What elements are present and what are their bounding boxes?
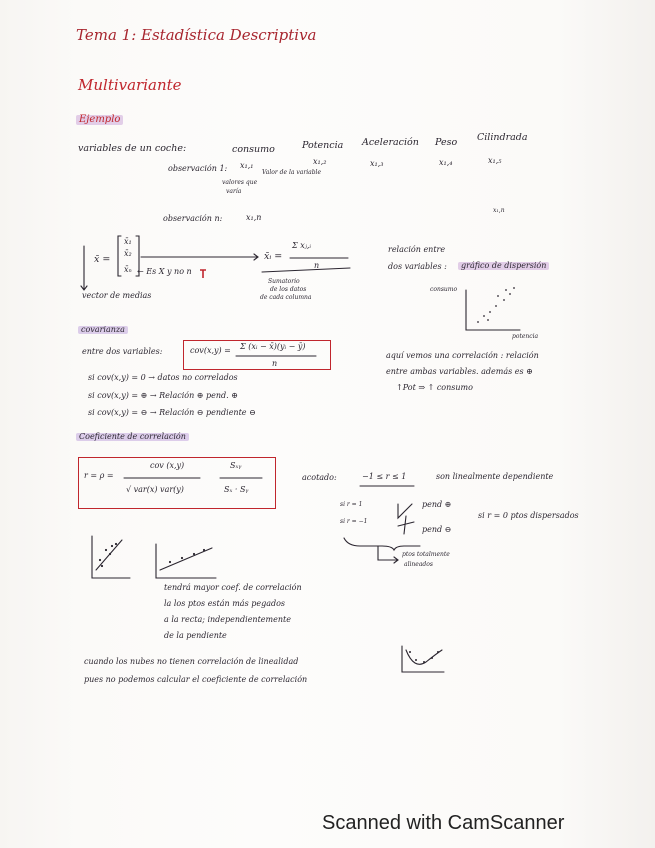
section-heading: Multivariante — [78, 76, 182, 94]
dispersion-line-2: dos variables : — [388, 262, 447, 271]
vector-eq: x̄ = — [94, 254, 111, 265]
ejemplo-label: Ejemplo — [76, 115, 123, 125]
si-r-0: si r = 0 ptos dispersados — [478, 511, 579, 520]
cuando-line-1: cuando los nubes no tienen correlación de linealidad — [84, 657, 299, 666]
corr-eq2-num: Sₓᵧ — [230, 461, 242, 470]
mini-plot-1-axes — [92, 536, 130, 578]
vector-note: ← Es X y no n — [137, 267, 192, 276]
brace — [344, 538, 420, 550]
vector-entry-1: x̄₁ — [124, 237, 132, 246]
alineados-1: ptos totalmente — [402, 551, 450, 558]
valores-note-1: valores que — [222, 179, 258, 186]
si-r-1: si r = 1 — [340, 501, 363, 508]
corr-num: cov (x,y) — [150, 461, 185, 470]
vector-entry-2: x̄₂ — [124, 249, 132, 258]
header-aceleracion: Aceleración — [362, 137, 419, 148]
dispersion-highlight: gráfico de dispersión — [458, 262, 549, 270]
x11-value: x₁,₁ — [240, 161, 254, 170]
alineados-2: alineados — [404, 561, 433, 568]
cov-formula-num: Σ (xᵢ − x̄)(yᵢ − ȳ) — [240, 342, 306, 351]
cuando-line-2: pues no podemos calcular el coeficiente de correlación — [84, 675, 308, 684]
observacion-1-label: observación 1: — [168, 164, 228, 173]
tema-topic: Estadística Descriptiva — [141, 26, 317, 44]
xn1-value: x₁,n — [246, 213, 262, 222]
corr-den: √ var(x) var(y) — [126, 485, 184, 494]
cov-right-2: entre ambas variables. además es ⊕ — [386, 367, 533, 376]
scatter-xlabel: potencia — [512, 333, 539, 340]
mean-formula-num: Σ xⱼ,ᵢ — [292, 241, 311, 250]
cov-formula-lhs: cov(x,y) = — [190, 346, 231, 355]
cov-case-1: si cov(x,y) = 0 → datos no correlados — [88, 373, 238, 382]
vector-bracket-left — [118, 236, 121, 276]
scatter-ylabel: consumo — [430, 286, 458, 293]
observacion-n-label: observación n: — [163, 214, 223, 223]
mini-plot-2-trend — [160, 548, 212, 570]
cov-case-2: si cov(x,y) = ⊕ → Relación ⊕ pend. ⊕ — [88, 391, 238, 400]
arrow-to-formula — [141, 254, 258, 260]
valores-note-2: varía — [226, 188, 242, 195]
tendencia-2: la los ptos están más pegados — [164, 599, 286, 608]
x11-note: Valor de la variable — [262, 169, 322, 176]
correlacion-label: Coeficiente de correlación — [76, 433, 189, 441]
mini-plot-3-axes — [402, 646, 444, 672]
covarianza-intro: entre dos variables: — [82, 347, 163, 356]
tendencia-3: a la recta; independientemente — [164, 615, 291, 624]
cov-case-3: si cov(x,y) = ⊖ → Relación ⊖ pendiente ⊖ — [88, 408, 256, 417]
pend-pos: pend ⊕ — [422, 500, 452, 509]
cov-right-3: ↑Pot ⇒ ↑ consumo — [396, 383, 473, 392]
camscanner-watermark: Scanned with CamScanner — [322, 812, 565, 834]
pend-neg: pend ⊖ — [422, 525, 452, 534]
cov-right-1: aquí vemos una correlación : relación — [386, 351, 539, 360]
mini-plot-2-axes — [156, 544, 216, 578]
header-peso: Peso — [435, 137, 458, 148]
vector-entry-n: x̄ₙ — [124, 265, 132, 274]
x14-value: x₁,₄ — [439, 158, 453, 167]
x12-value: x₁,₂ — [313, 157, 327, 166]
mean-formula-note-2: de los datos — [270, 286, 307, 293]
header-cilindrada: Cilindrada — [477, 132, 528, 143]
acotado-label: acotado: — [302, 473, 337, 482]
vector-caption: vector de medias — [82, 291, 152, 300]
mean-formula-note-1: Sumatorio — [268, 278, 300, 285]
vector-bracket-right — [136, 236, 139, 276]
mean-formula-lhs: x̄ᵢ = — [264, 251, 283, 262]
xnn-value: x₁,n — [493, 207, 505, 214]
acotado-note: son linealmente dependiente — [436, 472, 554, 481]
scatter-dots — [99, 287, 515, 663]
scatter-axes — [466, 290, 520, 330]
x13-value: x₁,₃ — [370, 159, 384, 168]
mean-formula-note-3: de cada columna — [260, 294, 312, 301]
mini-plot-1-trend — [96, 540, 122, 570]
mean-formula-den: n — [314, 261, 320, 270]
dispersion-line-1: relación entre — [388, 245, 446, 254]
covarianza-label: covarianza — [78, 326, 128, 334]
si-r-m1: si r = −1 — [340, 518, 368, 525]
tendencia-4: de la pendiente — [164, 631, 227, 640]
cov-formula-den: n — [272, 359, 278, 368]
header-consumo: consumo — [232, 144, 275, 155]
acotado-range: −1 ≤ r ≤ 1 — [362, 472, 407, 481]
header-potencia: Potencia — [302, 140, 344, 151]
tendencia-1: tendrá mayor coef. de correlación — [164, 583, 302, 592]
corr-lhs: r = ρ = — [84, 471, 114, 480]
x15-value: x₁,₅ — [488, 156, 502, 165]
variables-row-label: variables de un coche: — [78, 143, 187, 154]
corr-eq2-den: Sₓ · Sᵧ — [224, 485, 249, 494]
tema-number: Tema 1: — [76, 26, 137, 44]
vector-arrow-down — [81, 246, 87, 290]
